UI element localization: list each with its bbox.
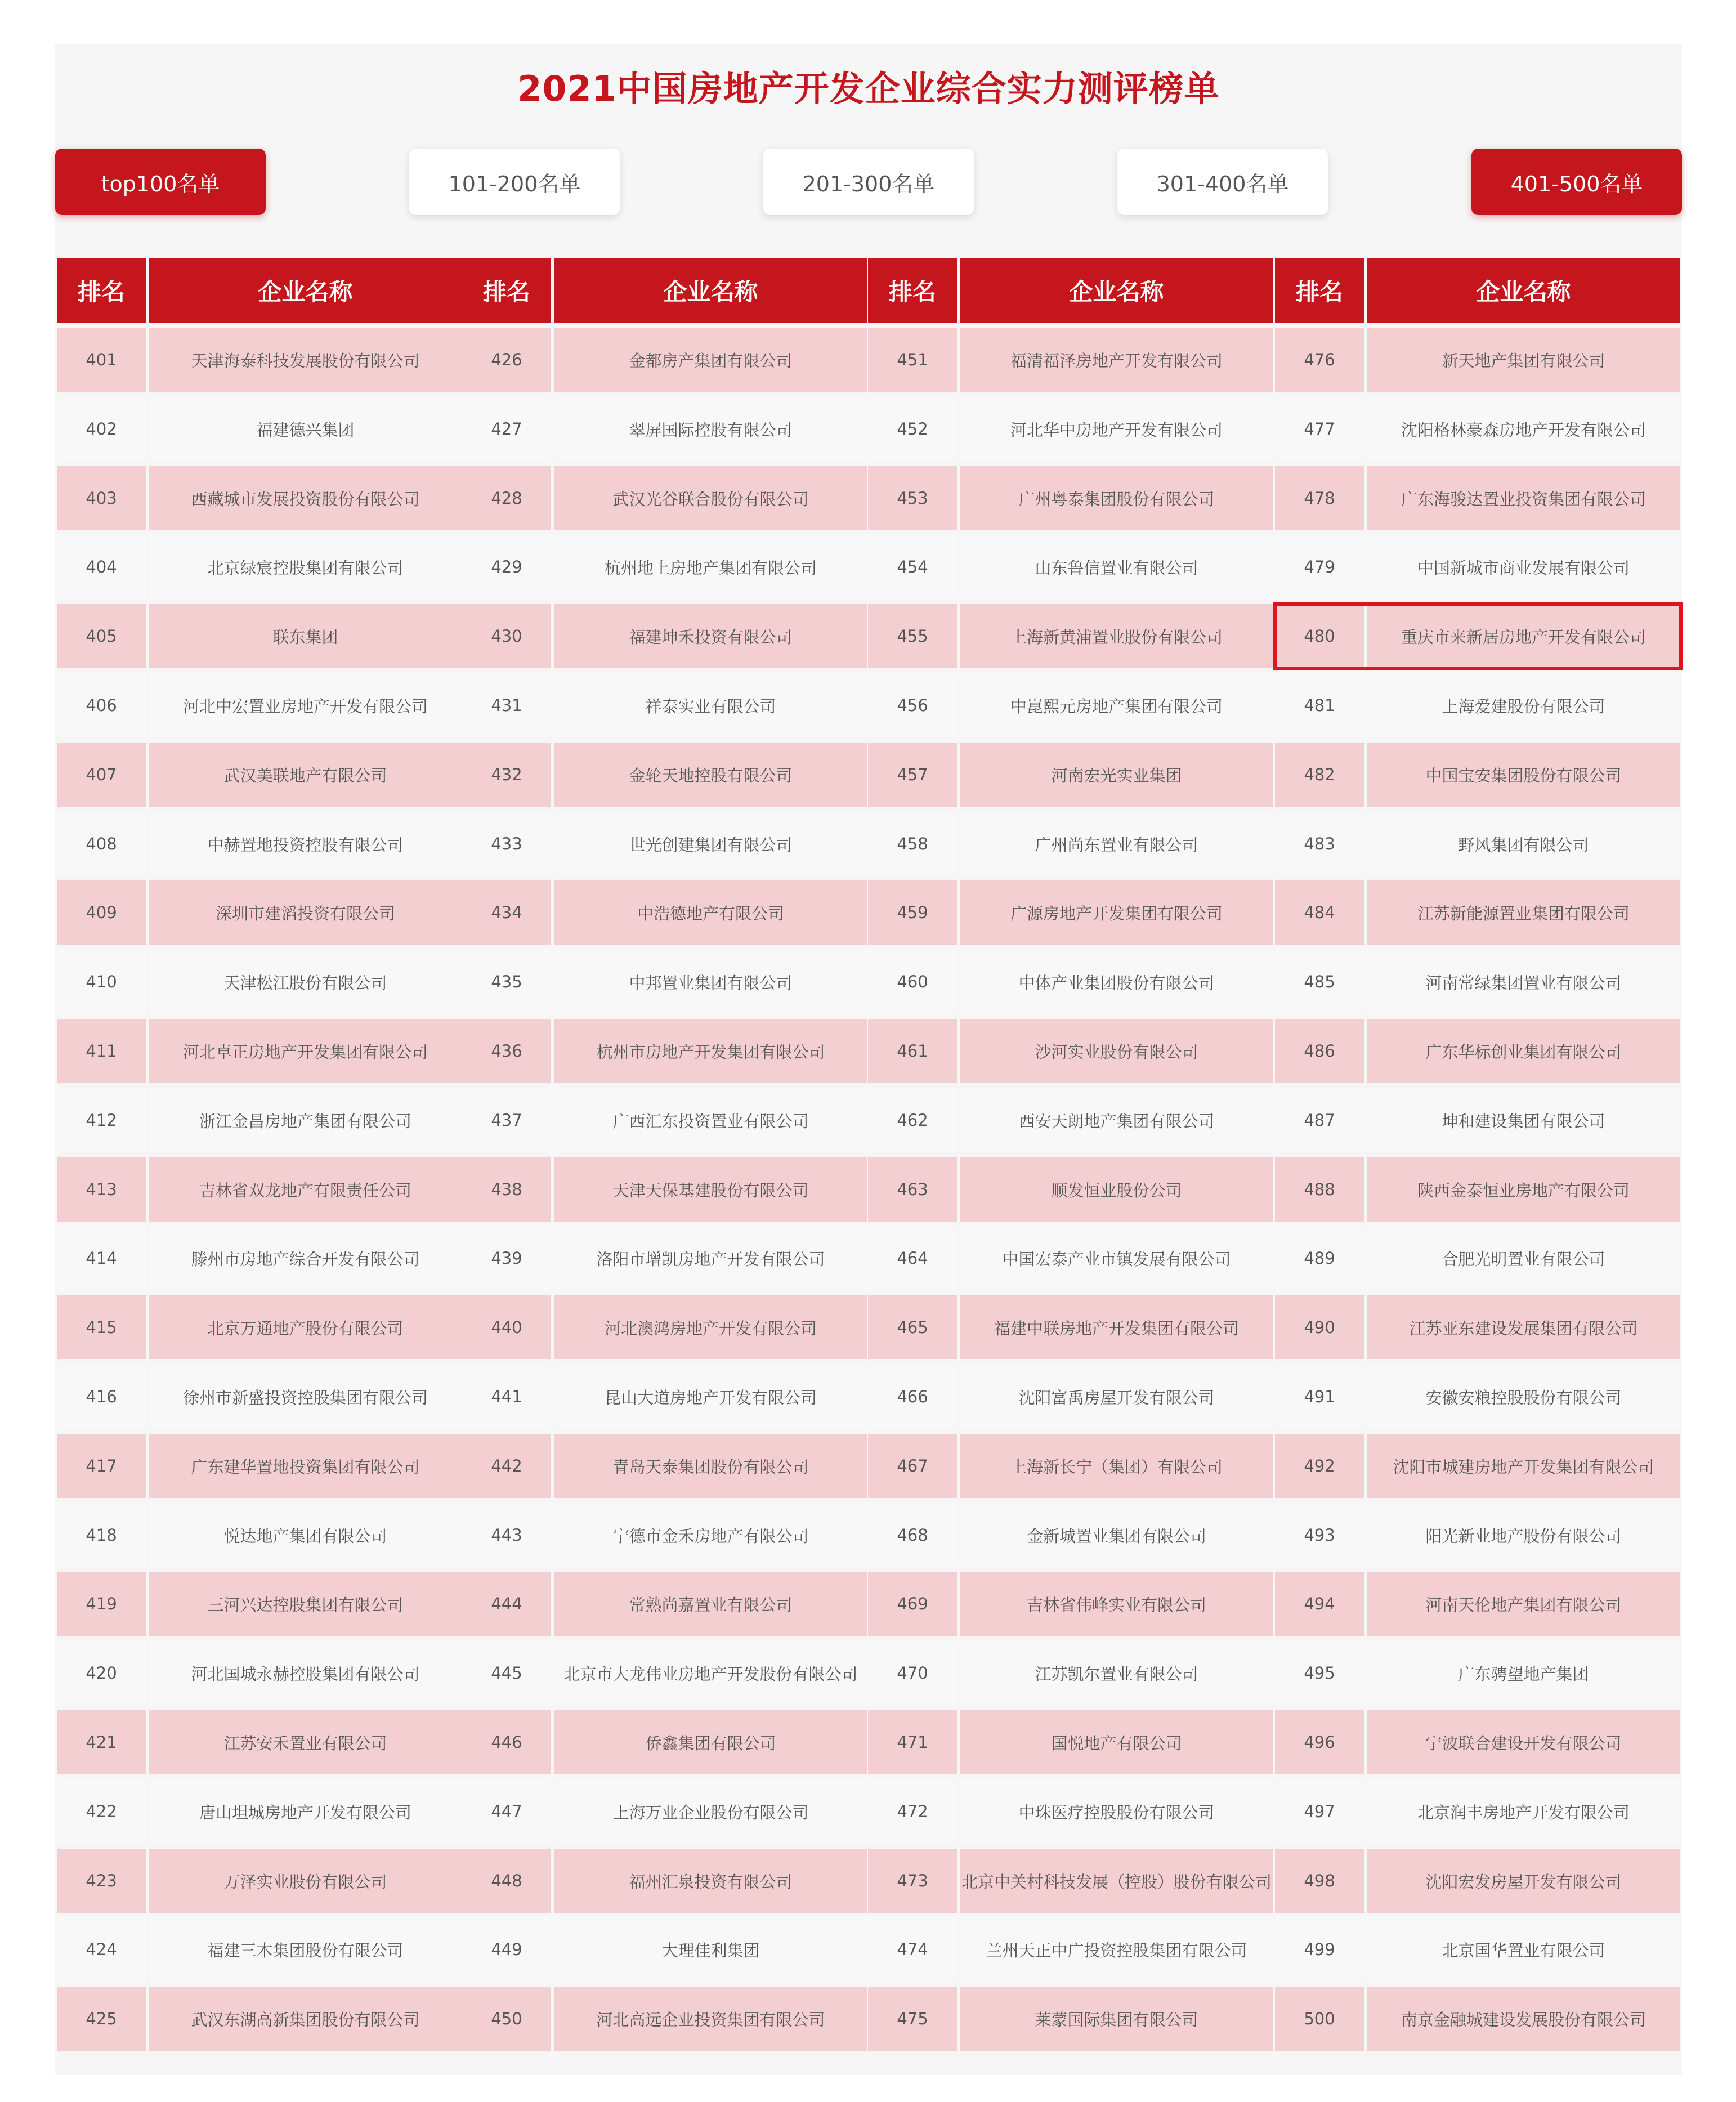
company-name-cell: 中国宏泰产业市镇发展有限公司 [960,1226,1273,1290]
rank-cell: 409 [57,880,146,945]
company-name-cell: 金轮天地控股有限公司 [554,743,867,807]
rank-cell: 459 [868,880,957,945]
rank-cell: 428 [462,466,551,530]
company-name-cell: 国悦地产有限公司 [960,1710,1273,1774]
rank-cell: 466 [868,1365,957,1429]
company-name-cell: 吉林省双龙地产有限责任公司 [149,1157,462,1222]
rank-cell: 447 [462,1779,551,1844]
company-name-cell: 沙河实业股份有限公司 [960,1019,1273,1083]
rank-cell: 427 [462,397,551,461]
rank-cell: 405 [57,604,146,668]
rank-cell: 403 [57,466,146,530]
rank-cell: 464 [868,1226,957,1290]
rank-cell: 456 [868,673,957,737]
rank-cell: 487 [1275,1088,1364,1152]
rank-cell: 444 [462,1572,551,1636]
rank-cell: 478 [1275,466,1364,530]
rank-cell: 449 [462,1917,551,1982]
company-name-cell: 广西汇东投资置业有限公司 [554,1088,867,1152]
rank-cell: 431 [462,673,551,737]
tab-101-200[interactable]: 101-200名单 [409,149,620,215]
rank-cell: 440 [462,1295,551,1359]
company-name-cell: 北京国华置业有限公司 [1367,1917,1680,1982]
company-name-cell: 悦达地产集团有限公司 [149,1503,462,1567]
rank-cell: 480 [1275,604,1364,668]
rank-cell: 497 [1275,1779,1364,1844]
rank-cell: 491 [1275,1365,1364,1429]
company-name-cell: 河北中宏置业房地产开发有限公司 [149,673,462,737]
rank-cell: 472 [868,1779,957,1844]
company-name-cell: 武汉光谷联合股份有限公司 [554,466,867,530]
rank-cell: 471 [868,1710,957,1774]
tab-top100[interactable]: top100名单 [55,149,266,215]
company-name-cell: 河北澳鸿房地产开发有限公司 [554,1295,867,1359]
company-name-cell: 大理佳利集团 [554,1917,867,1982]
company-name-cell: 莱蒙国际集团有限公司 [960,1987,1273,2051]
company-name-cell: 侨鑫集团有限公司 [554,1710,867,1774]
rank-cell: 408 [57,812,146,876]
company-name-cell: 沈阳市城建房地产开发集团有限公司 [1367,1434,1680,1498]
company-name-header: 企业名称 [960,258,1273,323]
rank-cell: 486 [1275,1019,1364,1083]
rank-cell: 422 [57,1779,146,1844]
company-name-cell: 南京金融城建设发展股份有限公司 [1367,1987,1680,2051]
company-name-cell: 河北卓正房地产开发集团有限公司 [149,1019,462,1083]
company-name-cell: 沈阳宏发房屋开发有限公司 [1367,1849,1680,1913]
tab-201-300[interactable]: 201-300名单 [763,149,974,215]
rank-cell: 434 [462,880,551,945]
rank-cell: 482 [1275,743,1364,807]
rank-cell: 410 [57,950,146,1014]
company-name-cell: 北京中关村科技发展（控股）股份有限公司 [960,1849,1273,1913]
company-name-header: 企业名称 [149,258,462,323]
company-name-cell: 安徽安粮控股股份有限公司 [1367,1365,1680,1429]
company-name-cell: 万泽实业股份有限公司 [149,1849,462,1913]
rank-cell: 450 [462,1987,551,2051]
company-name-cell: 宁波联合建设开发有限公司 [1367,1710,1680,1774]
rank-cell: 404 [57,535,146,599]
rank-cell: 415 [57,1295,146,1359]
company-name-cell: 顺发恒业股份公司 [960,1157,1273,1222]
rank-cell: 461 [868,1019,957,1083]
company-name-cell: 兰州天正中广投资控股集团有限公司 [960,1917,1273,1982]
company-name-cell: 上海新长宁（集团）有限公司 [960,1434,1273,1498]
rank-cell: 451 [868,328,957,392]
company-name-cell: 天津松江股份有限公司 [149,950,462,1014]
company-name-cell: 中浩德地产有限公司 [554,880,867,945]
company-name-cell: 福建德兴集团 [149,397,462,461]
company-name-cell: 新天地产集团有限公司 [1367,328,1680,392]
rank-cell: 412 [57,1088,146,1152]
rank-cell: 473 [868,1849,957,1913]
company-name-cell: 世光创建集团有限公司 [554,812,867,876]
company-name-cell: 沈阳富禹房屋开发有限公司 [960,1365,1273,1429]
rank-header: 排名 [57,258,146,323]
rank-cell: 425 [57,1987,146,2051]
rank-cell: 430 [462,604,551,668]
company-name-cell: 广东骋望地产集团 [1367,1641,1680,1705]
company-name-cell: 广州尚东置业有限公司 [960,812,1273,876]
rank-cell: 500 [1275,1987,1364,2051]
company-name-cell: 重庆市来新居房地产开发有限公司 [1367,604,1680,668]
rank-cell: 445 [462,1641,551,1705]
rank-cell: 429 [462,535,551,599]
company-name-cell: 深圳市建滔投资有限公司 [149,880,462,945]
company-name-cell: 北京市大龙伟业房地产开发股份有限公司 [554,1641,867,1705]
company-name-cell: 杭州地上房地产集团有限公司 [554,535,867,599]
company-name-cell: 唐山坦城房地产开发有限公司 [149,1779,462,1844]
rank-cell: 448 [462,1849,551,1913]
rank-cell: 479 [1275,535,1364,599]
rank-cell: 436 [462,1019,551,1083]
rank-cell: 452 [868,397,957,461]
company-name-cell: 中体产业集团股份有限公司 [960,950,1273,1014]
tab-301-400[interactable]: 301-400名单 [1117,149,1328,215]
rank-header: 排名 [1275,258,1364,323]
company-name-cell: 滕州市房地产综合开发有限公司 [149,1226,462,1290]
company-name-cell: 中国新城市商业发展有限公司 [1367,535,1680,599]
rank-cell: 402 [57,397,146,461]
company-name-cell: 北京万通地产股份有限公司 [149,1295,462,1359]
company-name-header: 企业名称 [554,258,867,323]
rank-cell: 463 [868,1157,957,1222]
rank-cell: 439 [462,1226,551,1290]
company-name-cell: 福建坤禾投资有限公司 [554,604,867,668]
rank-cell: 465 [868,1295,957,1359]
rank-cell: 468 [868,1503,957,1567]
rank-cell: 426 [462,328,551,392]
company-name-cell: 北京润丰房地产开发有限公司 [1367,1779,1680,1844]
rank-cell: 424 [57,1917,146,1982]
rank-header: 排名 [462,258,551,323]
rank-cell: 418 [57,1503,146,1567]
rank-cell: 411 [57,1019,146,1083]
company-name-cell: 中珠医疗控股股份有限公司 [960,1779,1273,1844]
company-name-cell: 河南宏光实业集团 [960,743,1273,807]
company-name-cell: 常熟尚嘉置业有限公司 [554,1572,867,1636]
company-name-cell: 武汉美联地产有限公司 [149,743,462,807]
rank-cell: 489 [1275,1226,1364,1290]
company-name-cell: 天津海泰科技发展股份有限公司 [149,328,462,392]
company-name-cell: 江苏新能源置业集团有限公司 [1367,880,1680,945]
rank-cell: 441 [462,1365,551,1429]
rank-cell: 419 [57,1572,146,1636]
company-name-cell: 福州汇泉投资有限公司 [554,1849,867,1913]
company-name-cell: 江苏亚东建设发展集团有限公司 [1367,1295,1680,1359]
ranking-panel [55,44,1682,2075]
company-name-cell: 上海万业企业股份有限公司 [554,1779,867,1844]
rank-cell: 435 [462,950,551,1014]
rank-cell: 413 [57,1157,146,1222]
rank-cell: 454 [868,535,957,599]
company-name-cell: 翠屏国际控股有限公司 [554,397,867,461]
rank-cell: 494 [1275,1572,1364,1636]
company-name-cell: 中崑熙元房地产集团有限公司 [960,673,1273,737]
company-name-cell: 杭州市房地产开发集团有限公司 [554,1019,867,1083]
company-name-cell: 沈阳格林豪森房地产开发有限公司 [1367,397,1680,461]
rank-cell: 493 [1275,1503,1364,1567]
rank-cell: 476 [1275,328,1364,392]
rank-cell: 483 [1275,812,1364,876]
rank-cell: 401 [57,328,146,392]
company-name-cell: 广东华标创业集团有限公司 [1367,1019,1680,1083]
rank-cell: 481 [1275,673,1364,737]
company-name-cell: 福建三木集团股份有限公司 [149,1917,462,1982]
company-name-cell: 吉林省伟峰实业有限公司 [960,1572,1273,1636]
rank-cell: 423 [57,1849,146,1913]
rank-cell: 414 [57,1226,146,1290]
company-name-cell: 浙江金昌房地产集团有限公司 [149,1088,462,1152]
company-name-cell: 福建中联房地产开发集团有限公司 [960,1295,1273,1359]
company-name-cell: 金都房产集团有限公司 [554,328,867,392]
rank-cell: 462 [868,1088,957,1152]
company-name-cell: 祥泰实业有限公司 [554,673,867,737]
company-name-cell: 山东鲁信置业有限公司 [960,535,1273,599]
company-name-cell: 洛阳市增凯房地产开发有限公司 [554,1226,867,1290]
rank-cell: 490 [1275,1295,1364,1359]
rank-cell: 453 [868,466,957,530]
rank-cell: 420 [57,1641,146,1705]
company-name-cell: 武汉东湖高新集团股份有限公司 [149,1987,462,2051]
rank-cell: 446 [462,1710,551,1774]
rank-cell: 443 [462,1503,551,1567]
tab-401-500[interactable]: 401-500名单 [1471,149,1682,215]
company-name-cell: 联东集团 [149,604,462,668]
page-title: 2021中国房地产开发企业综合实力测评榜单 [517,68,1220,109]
rank-cell: 407 [57,743,146,807]
rank-cell: 455 [868,604,957,668]
rank-cell: 470 [868,1641,957,1705]
company-name-cell: 西安天朗地产集团有限公司 [960,1088,1273,1152]
company-name-cell: 河南天伦地产集团有限公司 [1367,1572,1680,1636]
company-name-cell: 中国宝安集团股份有限公司 [1367,743,1680,807]
rank-cell: 499 [1275,1917,1364,1982]
rank-cell: 416 [57,1365,146,1429]
company-name-cell: 野风集团有限公司 [1367,812,1680,876]
rank-cell: 460 [868,950,957,1014]
rank-cell: 433 [462,812,551,876]
rank-cell: 432 [462,743,551,807]
rank-cell: 467 [868,1434,957,1498]
company-name-cell: 三河兴达控股集团有限公司 [149,1572,462,1636]
rank-cell: 475 [868,1987,957,2051]
rank-cell: 421 [57,1710,146,1774]
rank-cell: 477 [1275,397,1364,461]
company-name-cell: 河北国城永赫控股集团有限公司 [149,1641,462,1705]
company-name-cell: 宁德市金禾房地产有限公司 [554,1503,867,1567]
ranking-table [57,258,1680,2056]
company-name-cell: 河北华中房地产开发有限公司 [960,397,1273,461]
rank-cell: 485 [1275,950,1364,1014]
rank-cell: 469 [868,1572,957,1636]
rank-cell: 495 [1275,1641,1364,1705]
company-name-cell: 河北高远企业投资集团有限公司 [554,1987,867,2051]
company-name-cell: 广东海骏达置业投资集团有限公司 [1367,466,1680,530]
rank-cell: 484 [1275,880,1364,945]
company-name-cell: 广源房地产开发集团有限公司 [960,880,1273,945]
company-name-cell: 北京绿宸控股集团有限公司 [149,535,462,599]
company-name-cell: 河南常绿集团置业有限公司 [1367,950,1680,1014]
company-name-cell: 阳光新业地产股份有限公司 [1367,1503,1680,1567]
company-name-cell: 徐州市新盛投资控股集团有限公司 [149,1365,462,1429]
company-name-cell: 上海爱建股份有限公司 [1367,673,1680,737]
company-name-cell: 陕西金泰恒业房地产有限公司 [1367,1157,1680,1222]
company-name-header: 企业名称 [1367,258,1680,323]
rank-cell: 417 [57,1434,146,1498]
company-name-cell: 广州粤泰集团股份有限公司 [960,466,1273,530]
company-name-cell: 坤和建设集团有限公司 [1367,1088,1680,1152]
rank-cell: 496 [1275,1710,1364,1774]
rank-cell: 498 [1275,1849,1364,1913]
company-name-cell: 昆山大道房地产开发有限公司 [554,1365,867,1429]
rank-cell: 438 [462,1157,551,1222]
company-name-cell: 西藏城市发展投资股份有限公司 [149,466,462,530]
company-name-cell: 中邦置业集团有限公司 [554,950,867,1014]
rank-header: 排名 [868,258,957,323]
rank-cell: 406 [57,673,146,737]
company-name-cell: 江苏安禾置业有限公司 [149,1710,462,1774]
company-name-cell: 中赫置地投资控股有限公司 [149,812,462,876]
company-name-cell: 上海新黄浦置业股份有限公司 [960,604,1273,668]
tab-bar [55,149,1682,216]
rank-cell: 442 [462,1434,551,1498]
company-name-cell: 广东建华置地投资集团有限公司 [149,1434,462,1498]
rank-cell: 492 [1275,1434,1364,1498]
company-name-cell: 天津天保基建股份有限公司 [554,1157,867,1222]
rank-cell: 458 [868,812,957,876]
rank-cell: 457 [868,743,957,807]
company-name-cell: 福清福泽房地产开发有限公司 [960,328,1273,392]
rank-cell: 474 [868,1917,957,1982]
rank-cell: 437 [462,1088,551,1152]
rank-cell: 488 [1275,1157,1364,1222]
company-name-cell: 江苏凯尔置业有限公司 [960,1641,1273,1705]
company-name-cell: 合肥光明置业有限公司 [1367,1226,1680,1290]
company-name-cell: 金新城置业集团有限公司 [960,1503,1273,1567]
company-name-cell: 青岛天泰集团股份有限公司 [554,1434,867,1498]
